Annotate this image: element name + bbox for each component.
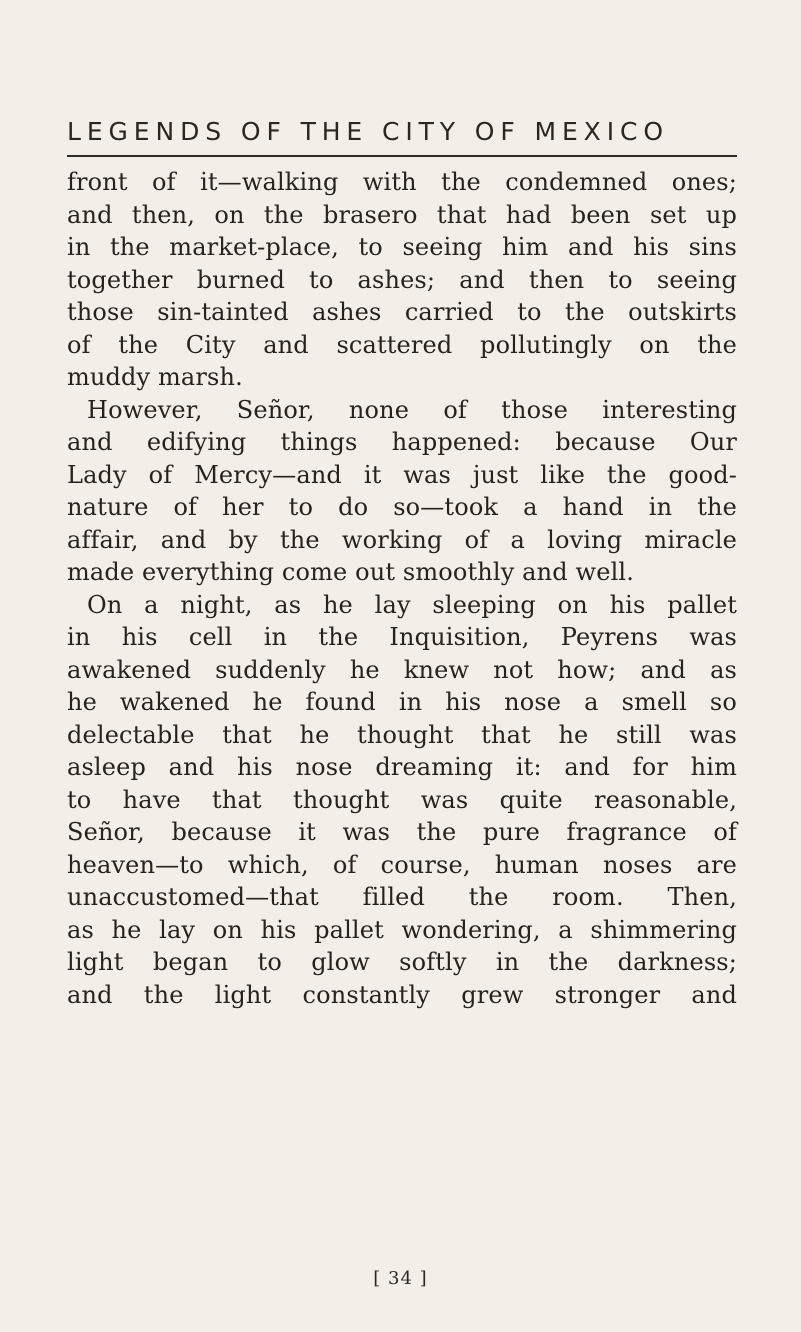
text-line: to have that thought was quite reasonable, [67, 785, 737, 814]
text-line: together burned to ashes; and then to seeing [67, 265, 737, 294]
text-line: heaven—to which, of course, human noses are [67, 850, 737, 879]
text-line: muddy marsh. [67, 363, 243, 391]
text-line: and then, on the brasero that had been set up [67, 200, 737, 229]
text-line: affair, and by the working of a loving miracle [67, 525, 737, 554]
text-line: and edifying things happened: because Our [67, 428, 737, 456]
text-line: of the City and scattered pollutingly on the [67, 330, 737, 359]
text-line: On a night, as he lay sleeping on his pallet [87, 590, 737, 619]
text-line: those sin-tainted ashes carried to the outskirts [67, 298, 737, 326]
text-line: nature of her to do so—took a hand in the [67, 493, 737, 521]
text-line: as he lay on his pallet wondering, a shimmering [67, 915, 737, 944]
text-line: made everything come out smoothly and well. [67, 558, 635, 586]
text-line: However, Señor, none of those interesting [87, 395, 737, 424]
text-line: Lady of Mercy—and it was just like the good- [67, 460, 737, 489]
text-line: he wakened he found in his nose a smell so [67, 688, 737, 716]
running-head: LEGENDS OF THE CITY OF MEXICO [67, 117, 669, 146]
text-line: delectable that he thought that he still was [67, 720, 737, 749]
header-rule [67, 155, 737, 157]
text-line: in the market-place, to seeing him and his sins [67, 233, 737, 261]
text-line: asleep and his nose dreaming it: and for him [67, 753, 737, 781]
text-line: awakened suddenly he knew not how; and as [67, 655, 737, 684]
body-text [67, 166, 737, 1011]
text-line: and the light constantly grew stronger and [67, 980, 737, 1009]
text-line: light began to glow softly in the darkness; [67, 948, 737, 976]
page-number: [ 34 ] [373, 1268, 428, 1289]
text-line: unaccustomed—that filled the room. Then, [67, 883, 737, 911]
text-line: Señor, because it was the pure fragrance of [67, 818, 737, 846]
text-line: front of it—walking with the condemned ones; [67, 168, 737, 196]
text-line: in his cell in the Inquisition, Peyrens was [67, 623, 737, 651]
